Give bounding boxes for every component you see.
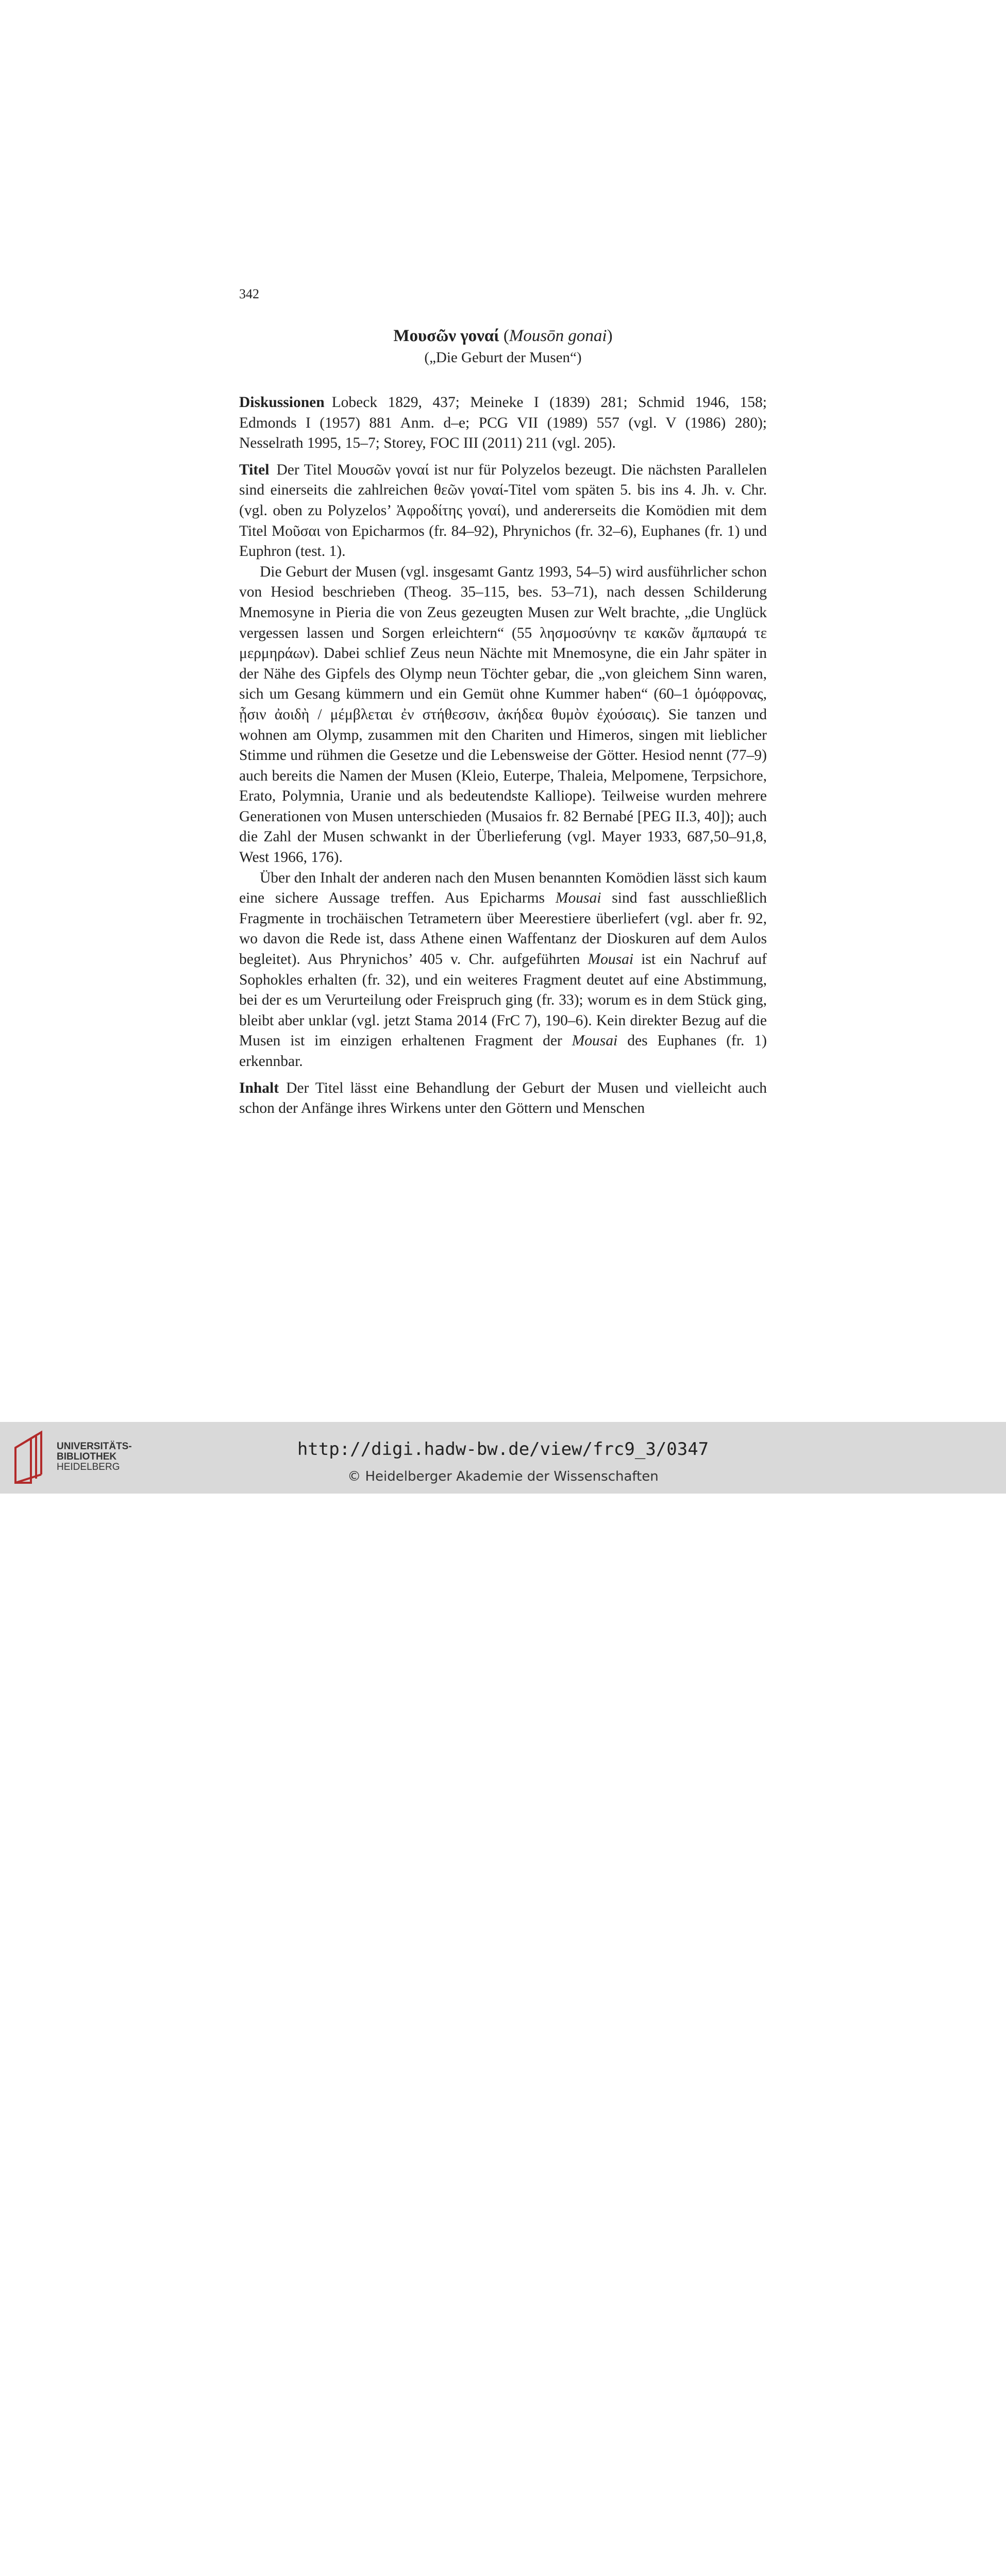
page-number: 342 [239,286,259,301]
text-run: sind fast ausschließlich Fragmente in trochäischen Tetrametern über Meerestiere überliefert (vgl. aber fr. 92, wo davon die Rede ist, dass Athene einen Waffentanz der Dioskuren auf dem Aulos begleitet). Aus Phrynichos’ 405 v. Chr. aufgeführten [239,890,767,968]
library-line: UNIVERSITÄTS- [57,1441,132,1452]
entry-heading [239,325,767,368]
library-line: HEIDELBERG [57,1462,120,1472]
text-run: ist ein Nachruf auf Sophokles erhalten (fr. 32), und ein weiteres Fragment deutet auf eine Abstimmung, bei der es um Verurteilung oder Freispruch ging (fr. 33); worum es in dem Stück ging, bleibt aber unklar (vgl. jetzt Stama 2014 (FrC 7), 190–6). Kein direkter Bezug auf die Musen ist im einzigen erhaltenen Fragment der [239,951,767,1049]
section-text: Der Titel lässt eine Behandlung der Geburt der Musen und vielleicht auch schon der Anfänge ihres Wirkens unter den Göttern und Menschen [239,1079,767,1117]
paragraph-geburt: Die Geburt der Musen (vgl. insgesamt Gantz 1993, 54–5) wird ausführlicher schon von Hesiod beschrieben (Theog. 35–115, bes. 53–71), nach dessen Schilderung Mnemosyne in Pieria die von Zeus gezeugten Musen zur Welt brachte, „die Unglück vergessen lassen und Sorgen erleichtern“ (55 λησμοσύνην τε κακῶν ἄμπαυρά τε μερμηράων). Dabei schlief Zeus neun Nächte mit Mnemosyne, die ein Jahr später in der Nähe des Gipfels des Olymp neun Töchter gebar, die „von gleichem Sinn waren, sich um Gesang kümmern und ein Gemüt ohne Kummer haben“ (60–1 ὁμόφρονας, ᾗσιν ἀοιδὴ / μέμβλεται ἐν στήθεσσιν, ἀκήδεα θυμὸν ἐχούσαις). Sie tanzen und wohnen am Olymp, zusammen mit den Chariten und Himeros, singen mit lieblicher Stimme und rühmen die Gesetze und die Lebensweise der Götter. Hesiod nennt (77–9) auch bereits die Namen der Musen (Kleio, Euterpe, Thaleia, Melpomene, Terpsichore, Erato, Polymnia, Uranie und als bedeutendste Kalliope). Teilweise wurden mehrere Generationen von Musen unterschieden (Musaios fr. 82 Bernabé [PEG II.3, 40]); auch die Zahl der Musen schwankt in der Überlieferung (vgl. Mayer 1933, 687,50–91,8, West 1966, 176). [239,563,767,866]
title-greek: Μουσῶν γοναί [393,327,499,345]
section-text: Lobeck 1829, 437; Meineke I (1839) 281; Schmid 1946, 158; Edmonds I (1957) 881 Anm. d–e; PCG VII (1989) 557 (vgl. V (1986) 280); Nesselrath 1995, 15–7; Storey, FOC III (2011) 211 (vgl. 205). [239,394,767,452]
paragraph-inhalt-andere [239,868,767,1072]
source-url-link[interactable]: http://digi.hadw-bw.de/view/frc9_3/0347 [297,1439,709,1460]
section-inhalt [239,1078,767,1119]
section-label: Diskussionen [239,394,325,411]
text-run: Über den Inhalt der anderen nach den Musen benannten Komödien lässt sich kaum eine sichere Aussage treffen. Aus Epicharms [239,869,767,907]
italic-title: Mousai [555,890,601,907]
section-text: Der Titel Μουσῶν γοναί ist nur für Polyzelos bezeugt. Die nächsten Parallelen sind einerseits die zahlreichen θεῶν γοναί-Titel vom späten 5. bis ins 4. Jh. v. Chr. (vgl. oben zu Polyzelos’ Ἀφροδίτης γοναί), und andererseits die Komödien mit dem Titel Μοῦσαι von Epicharmos (fr. 84–92), Phrynichos (fr. 32–6), Euphanes (fr. 1) und Euphron (test. 1). [239,461,767,560]
title-transliteration: Mousōn gonai [509,327,607,345]
section-diskussionen [239,393,767,454]
section-label: Titel [239,461,270,478]
library-line: BIBLIOTHEK [57,1451,117,1462]
italic-title: Mousai [572,1032,618,1049]
italic-title: Mousai [588,951,634,968]
section-titel [239,460,767,562]
text-run: des Euphanes (fr. 1) erkennbar. [239,1032,767,1070]
copyright-notice: © Heidelberger Akademie der Wissenschaften [347,1469,659,1484]
section-label: Inhalt [239,1079,279,1096]
entry-subtitle: („Die Geburt der Musen“) [424,349,582,366]
main-text [239,393,767,1119]
entry-title: Μουσῶν γοναί (Mousōn gonai) [393,327,613,345]
